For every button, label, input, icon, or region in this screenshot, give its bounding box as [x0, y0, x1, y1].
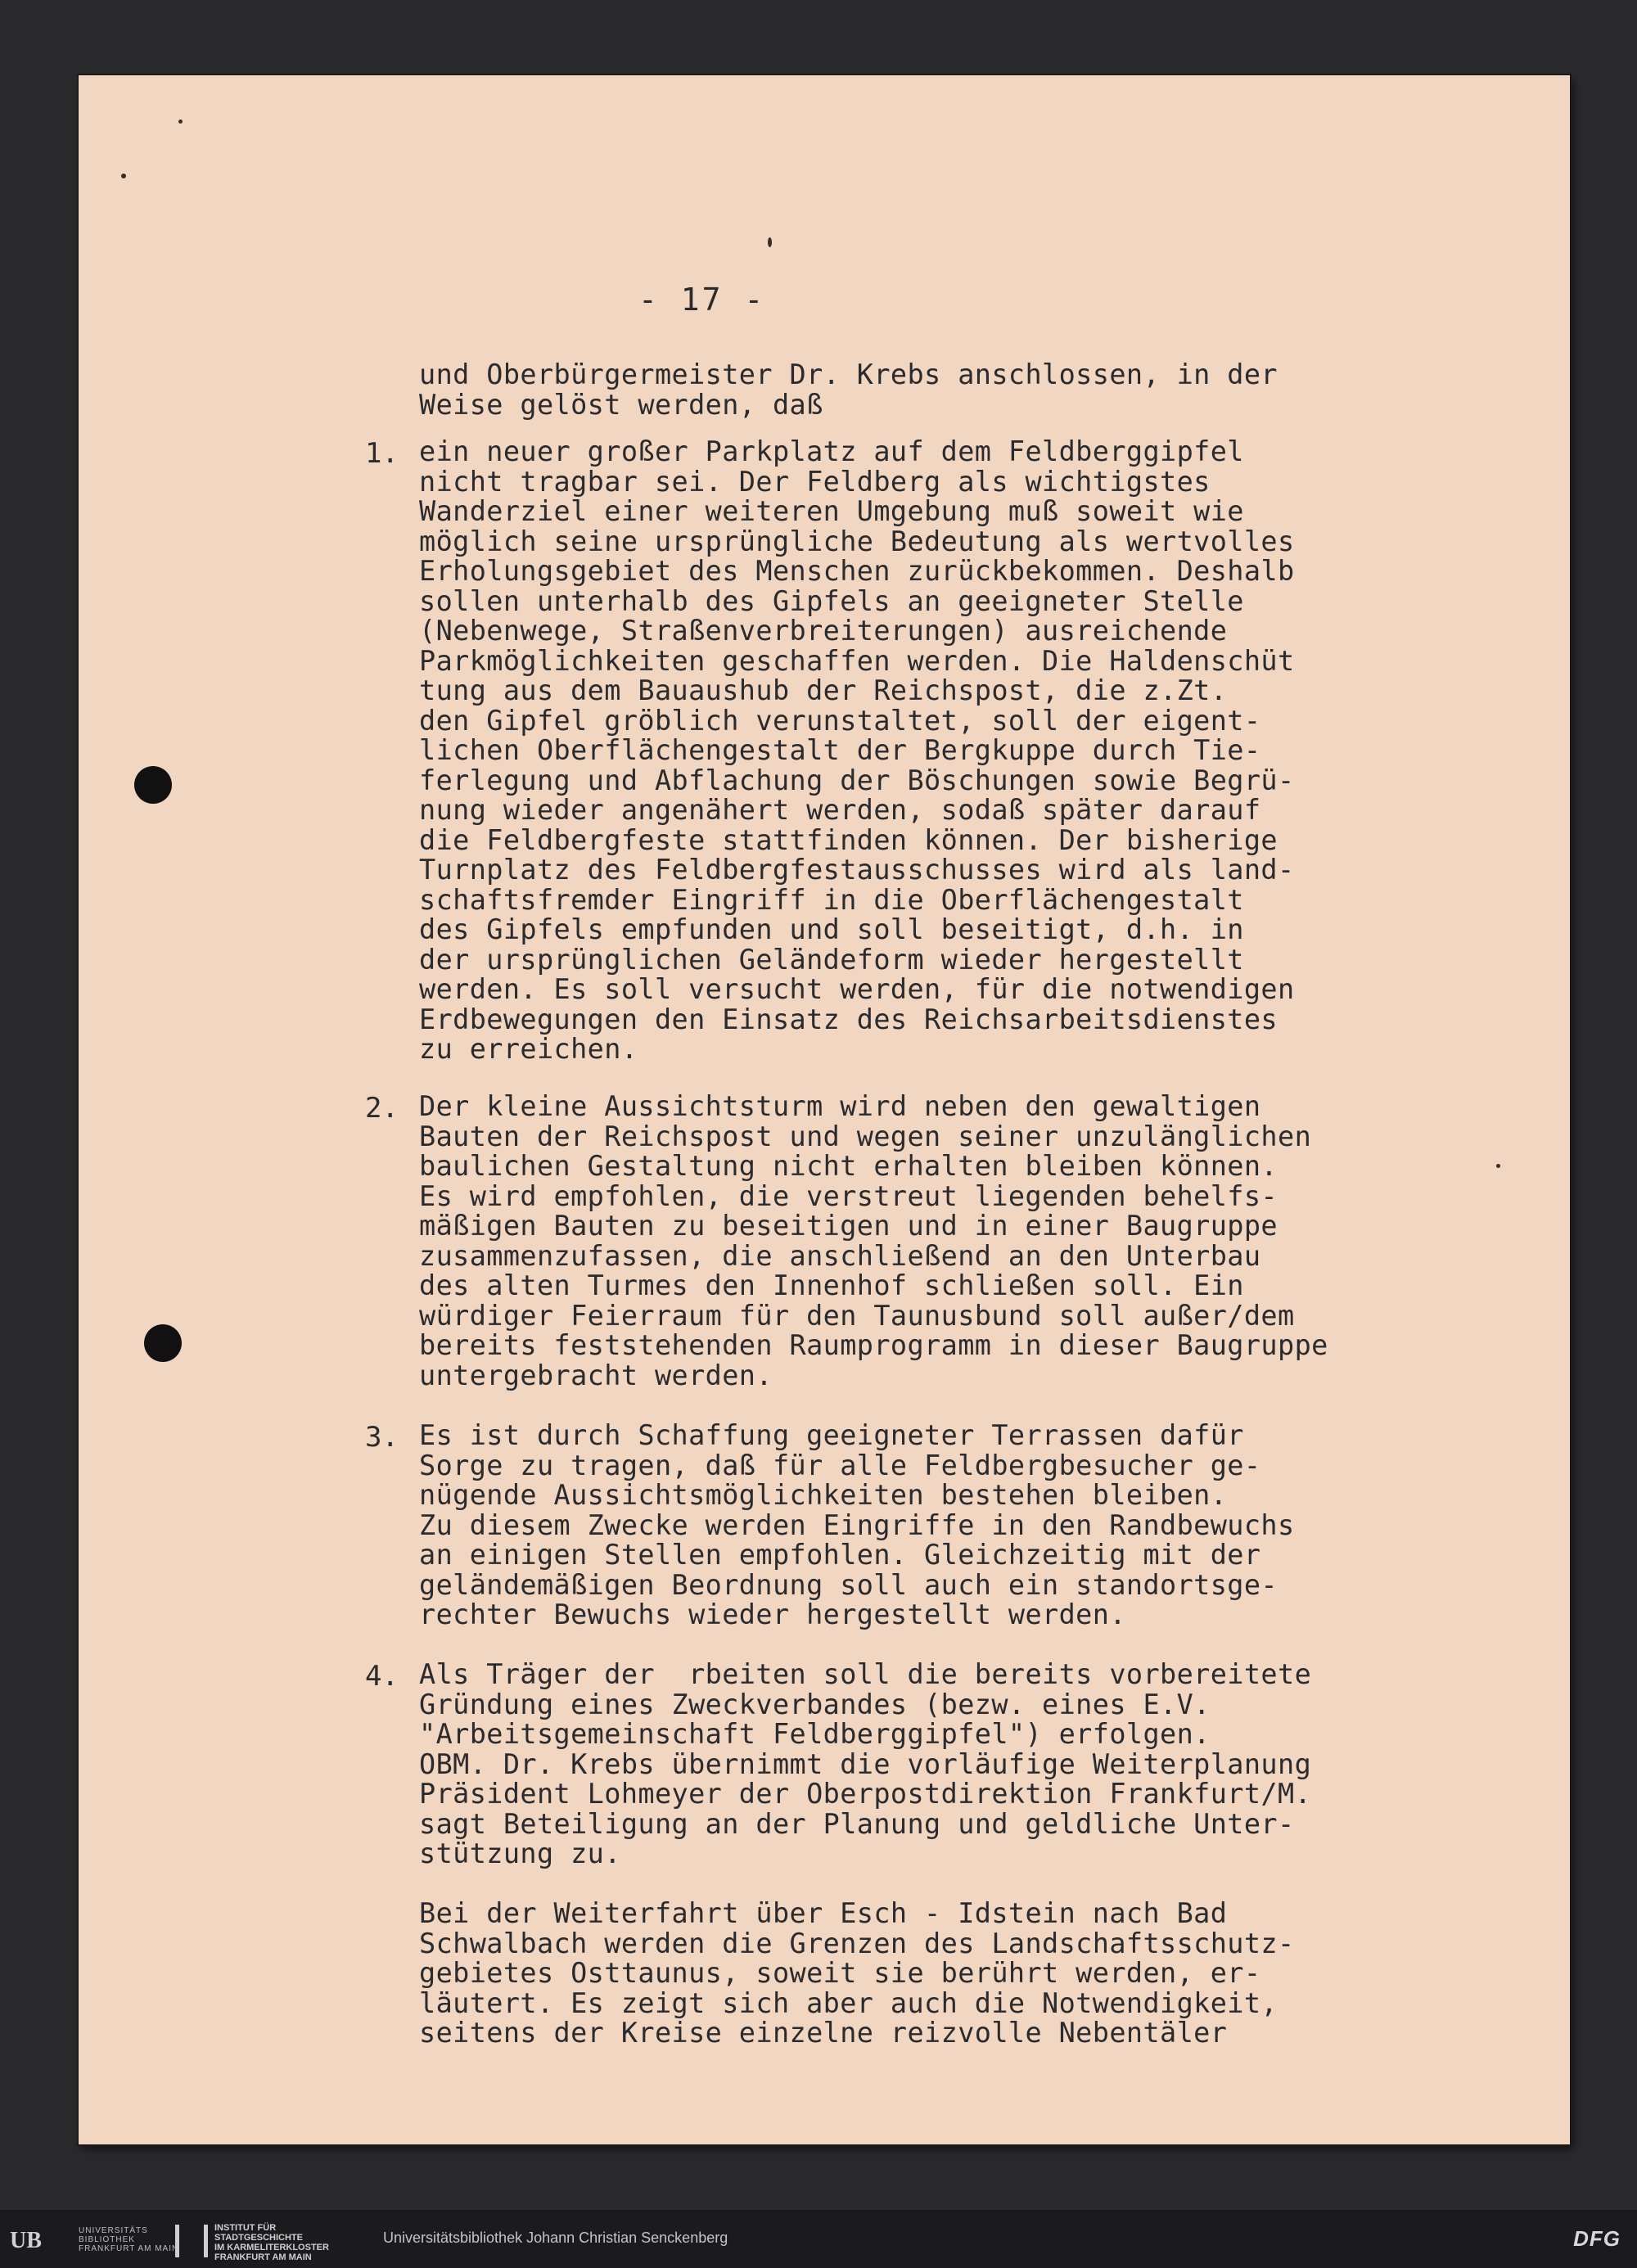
library-name: Universitätsbibliothek Johann Christian Senckenberg — [383, 2230, 728, 2246]
text-line: Weise gelöst werden, daß — [419, 388, 823, 421]
text-line: die Feldbergfeste stattfinden können. Der bisherige — [419, 823, 1278, 856]
text-line: den Gipfel gröblich verunstaltet, soll der eigent- — [419, 704, 1261, 737]
closing-paragraph — [419, 1899, 1401, 2049]
text-line: und Oberbürgermeister Dr. Krebs anschlossen, in der — [419, 358, 1278, 390]
item-number-2: 2. — [365, 1092, 399, 1125]
text-line: an einigen Stellen empfohlen. Gleichzeitig mit der — [419, 1539, 1261, 1571]
paper-speck — [1496, 1164, 1500, 1168]
dfg-logo: DFG — [1573, 2226, 1621, 2251]
text-line: gebietes Osttaunus, soweit sie berührt werden, er- — [419, 1957, 1261, 1989]
text-line: läutert. Es zeigt sich aber auch die Notwendigkeit, — [419, 1986, 1278, 2019]
text-line: Erdbewegungen den Einsatz des Reichsarbeitsdienstes — [419, 1003, 1278, 1035]
text-line: mäßigen Bauten zu beseitigen und in einer Baugruppe — [419, 1210, 1278, 1242]
text-line: der ursprünglichen Geländeform wieder hergestellt — [419, 943, 1244, 976]
text-line: Erholungsgebiet des Menschen zurückbekommen. Deshalb — [419, 555, 1295, 587]
text-line: Es wird empfohlen, die verstreut liegenden behelfs- — [419, 1179, 1278, 1212]
text-line: zusammenzufassen, die anschließend an den Unterbau — [419, 1239, 1261, 1272]
text-line: würdiger Feierraum für den Taunusbund soll außer/dem — [419, 1299, 1295, 1332]
text-line: Wanderziel einer weiteren Umgebung muß soweit wie — [419, 495, 1244, 527]
text-line: lichen Oberflächengestalt der Bergkuppe durch Tie- — [419, 734, 1261, 766]
paper-speck — [178, 119, 183, 124]
text-line: geländemäßigen Beordnung soll auch ein standortsge- — [419, 1568, 1278, 1601]
viewer-footer — [0, 2210, 1637, 2268]
text-line: (Nebenwege, Straßenverbreiterungen) ausreichende — [419, 615, 1228, 647]
item-2-text — [419, 1092, 1401, 1391]
intro-paragraph — [419, 360, 1401, 420]
text-line: ein neuer großer Parkplatz auf dem Feldberggipfel — [419, 435, 1244, 467]
text-line: nung wieder angenähert werden, sodaß später darauf — [419, 794, 1261, 826]
item-4-text — [419, 1660, 1401, 1869]
item-3-text — [419, 1421, 1401, 1630]
text-line: des Gipfels empfunden und soll beseitigt, d.h. in — [419, 913, 1244, 945]
text-line: Als Träger der rbeiten soll die bereits vorbereitete — [419, 1658, 1312, 1690]
text-line: Gründung eines Zweckverbandes (bezw. eines E.V. — [419, 1688, 1211, 1720]
paper-speck — [768, 237, 772, 247]
text-line: untergebracht werden. — [419, 1359, 773, 1391]
item-number-3: 3. — [365, 1421, 399, 1454]
text-line: schaftsfremder Eingriff in die Oberflächengestalt — [419, 883, 1244, 916]
text-line: nügende Aussichtsmöglichkeiten bestehen bleiben. — [419, 1479, 1228, 1511]
text-line: werden. Es soll versucht werden, für die notwendigen — [419, 973, 1295, 1005]
text-line: bereits feststehenden Raumprogramm in dieser Baugruppe — [419, 1329, 1328, 1361]
text-line: "Arbeitsgemeinschaft Feldberggipfel") erfolgen. — [419, 1718, 1211, 1750]
text-line: Präsident Lohmeyer der Oberpostdirektion Frankfurt/M. — [419, 1778, 1312, 1810]
ub-logo: UB — [10, 2228, 42, 2253]
ub-logo-text: UNIVERSITÄTS BIBLIOTHEK FRANKFURT AM MAIN — [79, 2226, 179, 2253]
text-line: Bauten der Reichspost und wegen seiner unzulänglichen — [419, 1120, 1312, 1152]
text-line: Sorge zu tragen, daß für alle Feldbergbesucher ge- — [419, 1449, 1261, 1481]
text-line: Der kleine Aussichtsturm wird neben den gewaltigen — [419, 1090, 1261, 1122]
text-line: rechter Bewuchs wieder hergestellt werden. — [419, 1598, 1126, 1630]
punch-hole-lower — [144, 1324, 182, 1362]
text-line: seitens der Kreise einzelne reizvolle Nebentäler — [419, 2017, 1228, 2049]
paper-speck — [121, 174, 126, 178]
page-number: - 17 - — [638, 282, 766, 318]
punch-hole-upper — [134, 766, 172, 804]
text-line: sollen unterhalb des Gipfels an geeigneter Stelle — [419, 584, 1244, 617]
text-line: Bei der Weiterfahrt über Esch - Idstein nach Bad — [419, 1897, 1228, 1929]
text-line: Parkmöglichkeiten geschaffen werden. Die Haldenschüt — [419, 644, 1295, 677]
text-line: Es ist durch Schaffung geeigneter Terrassen dafür — [419, 1419, 1244, 1451]
item-number-1: 1. — [365, 437, 399, 470]
text-line: tung aus dem Bauaushub der Reichspost, die z.Zt. — [419, 674, 1228, 706]
text-line: zu erreichen. — [419, 1033, 638, 1065]
text-line: Schwalbach werden die Grenzen des Landschaftsschutz- — [419, 1927, 1295, 1959]
item-number-4: 4. — [365, 1660, 399, 1693]
text-line: OBM. Dr. Krebs übernimmt die vorläufige Weiterplanung — [419, 1747, 1312, 1780]
text-line: Turnplatz des Feldbergfestausschusses wird als land- — [419, 854, 1295, 886]
text-line: baulichen Gestaltung nicht erhalten bleiben können. — [419, 1150, 1278, 1182]
item-1-text — [419, 437, 1401, 1065]
text-line: des alten Turmes den Innenhof schließen soll. Ein — [419, 1269, 1244, 1301]
text-line: Zu diesem Zwecke werden Eingriffe in den Randbewuchs — [419, 1508, 1295, 1541]
text-line: stützung zu. — [419, 1837, 621, 1869]
text-line: nicht tragbar sei. Der Feldberg als wichtigstes — [419, 465, 1211, 498]
text-line: möglich seine ursprüngliche Bedeutung als wertvolles — [419, 525, 1295, 557]
institute-logo-icon — [175, 2225, 208, 2257]
text-line: ferlegung und Abflachung der Böschungen sowie Begrü- — [419, 764, 1295, 796]
institute-logo-text: INSTITUT FÜR STADTGESCHICHTE IM KARMELITERKLOSTER FRANKFURT AM MAIN — [214, 2223, 329, 2262]
text-line: sagt Beteiligung an der Planung und geldliche Unter- — [419, 1807, 1295, 1840]
